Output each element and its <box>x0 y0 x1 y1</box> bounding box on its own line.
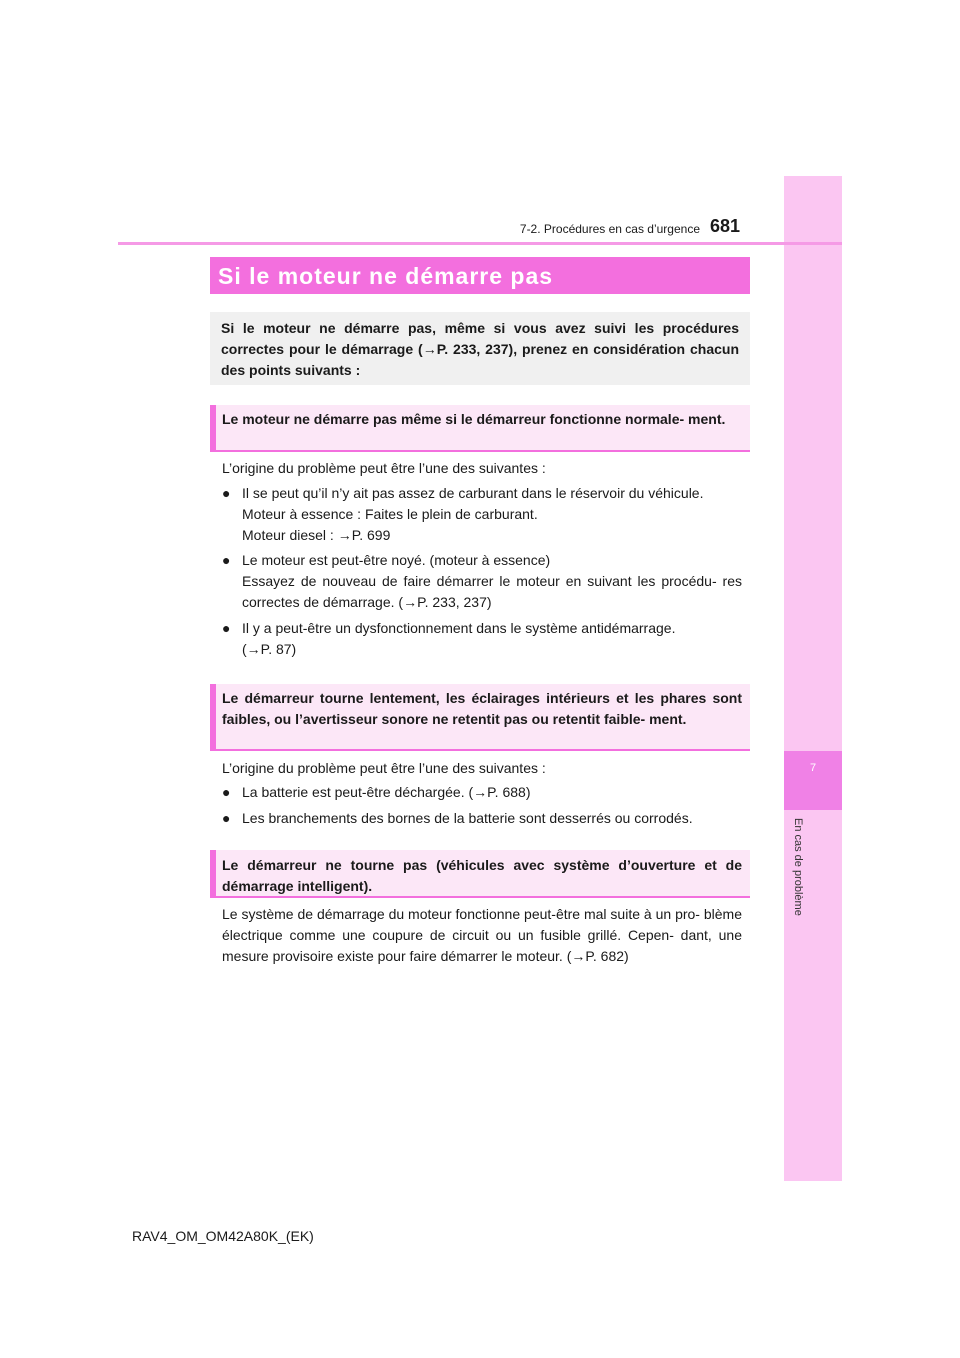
subheading-3: Le démarreur ne tourne pas (véhicules avec système d’ouverture et de démarrage intelligent). <box>222 857 742 894</box>
lead-text-2: L’origine du problème peut être l’une des suivantes : <box>222 760 546 776</box>
subheading-2: Le démarreur tourne lentement, les éclairages intérieurs et les phares sont faibles, ou l’avertisseur sonore ne retentit pas ou retentit faible- ment. <box>222 690 742 727</box>
chapter-number-box <box>784 751 842 810</box>
subheading-1: Le moteur ne démarre pas même si le démarreur fonctionne normale- ment. <box>222 411 726 427</box>
bullet-icon: ● <box>222 485 231 501</box>
body-text-3: Le système de démarrage du moteur fonctionne peut-être mal suite à un pro- blème électrique comme une coupure de circuit ou un fusible grillé. Cepen- dant, une mesure provisoire existe pour faire démarrer le moteur. (→P. 682) <box>222 906 742 964</box>
bullet-text: Le moteur est peut-être noyé. (moteur à essence) <box>242 552 551 568</box>
page-title: Si le moteur ne démarre pas <box>218 263 554 289</box>
bullet-icon: ● <box>222 552 231 568</box>
bullet-text: Il se peut qu’il n’y ait pas assez de carburant dans le réservoir du véhicule. <box>242 485 704 501</box>
intro-text: Si le moteur ne démarre pas, même si vous avez suivi les procédures correctes pour le démarrage (→P. 233, 237), prenez en considération chacun des points suivants : <box>221 320 739 378</box>
bullet-icon: ● <box>222 784 231 800</box>
footer-code: RAV4_OM_OM42A80K_(EK) <box>132 1228 314 1244</box>
bullet-icon: ● <box>222 810 231 826</box>
bullet-text: Il y a peut-être un dysfonctionnement dans le système antidémarrage. <box>242 620 676 636</box>
chapter-side-tab <box>784 176 842 1181</box>
bullet-icon: ● <box>222 620 231 636</box>
chapter-title: En cas de problème <box>792 818 804 916</box>
bullet-text: La batterie est peut-être déchargée. (→P. 688) <box>242 784 531 800</box>
header-rule <box>118 242 842 245</box>
bullet-text: (→P. 87) <box>242 641 297 657</box>
lead-text-1: L’origine du problème peut être l’une des suivantes : <box>222 460 546 476</box>
bullet-text: Moteur à essence : Faites le plein de carburant. <box>242 506 538 522</box>
bullet-text: Moteur diesel : →P. 699 <box>242 527 391 543</box>
chapter-number: 7 <box>809 762 817 774</box>
section-title: 7-2. Procédures en cas d’urgence <box>519 222 700 236</box>
page-number: 681 <box>710 216 741 236</box>
bullet-text: Essayez de nouveau de faire démarrer le moteur en suivant les procédu- res correctes de démarrage. (→P. 233, 237) <box>242 573 742 610</box>
bullet-text: Les branchements des bornes de la batterie sont desserrés ou corrodés. <box>242 810 693 826</box>
